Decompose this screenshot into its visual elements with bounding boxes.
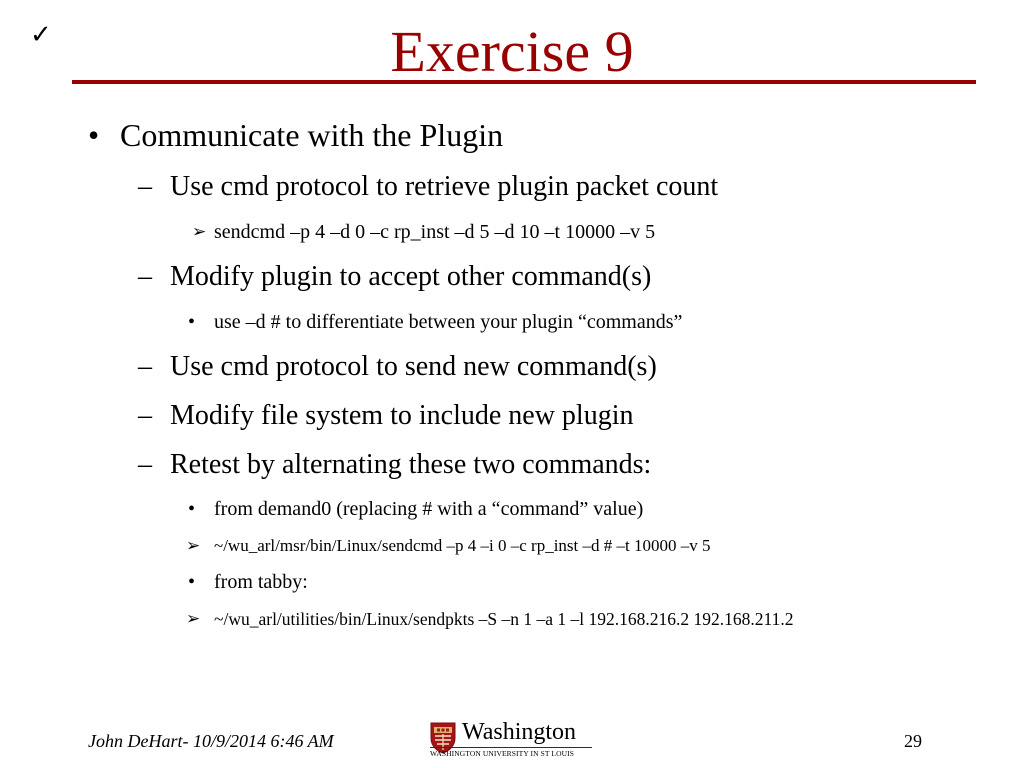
note-item	[188, 496, 644, 522]
sub-bullet-text: Use cmd protocol to send new command(s)	[170, 351, 657, 382]
bullet-text: Communicate with the Plugin	[120, 117, 504, 153]
note-text: from tabby:	[214, 571, 308, 593]
sub-bullet-item	[138, 260, 652, 294]
logo-wordmark: Washington	[462, 719, 577, 745]
dash-marker: –	[138, 400, 152, 431]
dash-marker: –	[138, 449, 152, 480]
sub-bullet-item	[138, 350, 657, 384]
arrow-bullet-icon: ➢	[186, 536, 201, 556]
arrow-bullet-icon: ➢	[192, 222, 207, 242]
command-item	[192, 219, 656, 245]
bullet-marker: •	[88, 117, 100, 153]
arrow-bullet-icon: ➢	[186, 609, 201, 629]
page-number: 29	[904, 731, 922, 751]
command-item	[186, 533, 711, 559]
sub-bullet-text: Use cmd protocol to retrieve plugin packet count	[170, 171, 719, 202]
dash-marker: –	[138, 171, 152, 202]
sub-bullet-text: Modify plugin to accept other command(s)	[170, 261, 652, 292]
bullet-marker: •	[188, 311, 196, 333]
bullet-marker: •	[188, 571, 196, 593]
command-item	[186, 606, 794, 632]
sub-bullet-text: Modify file system to include new plugin	[170, 400, 634, 431]
check-icon: ✓	[30, 20, 52, 50]
sub-bullet-item	[138, 170, 719, 204]
sub-bullet-text: Retest by alternating these two commands:	[170, 449, 652, 480]
logo-subtitle: WASHINGTON UNIVERSITY IN ST LOUIS	[430, 749, 574, 758]
dash-marker: –	[138, 261, 152, 292]
sub-bullet-item	[138, 399, 634, 433]
note-text: use –d # to differentiate between your plugin “commands”	[214, 311, 683, 333]
dash-marker: –	[138, 351, 152, 382]
footer-author-date: John DeHart- 10/9/2014 6:46 AM	[88, 731, 334, 751]
note-item	[188, 309, 683, 335]
bullet-item	[88, 116, 504, 154]
title-divider	[72, 80, 976, 84]
bullet-marker: •	[188, 498, 196, 520]
command-text: sendcmd –p 4 –d 0 –c rp_inst –d 5 –d 10 –t 10000 –v 5	[214, 221, 656, 243]
logo-divider	[430, 747, 592, 748]
slide-title: Exercise 9	[390, 19, 634, 84]
command-text: ~/wu_arl/utilities/bin/Linux/sendpkts –S –n 1 –a 1 –l 192.168.216.2 192.168.211.2	[214, 609, 794, 629]
note-text: from demand0 (replacing # with a “command” value)	[214, 498, 644, 520]
note-item	[188, 569, 308, 595]
university-logo	[430, 720, 600, 760]
sub-bullet-item	[138, 448, 652, 482]
command-text: ~/wu_arl/msr/bin/Linux/sendcmd –p 4 –i 0 –c rp_inst –d # –t 10000 –v 5	[214, 536, 711, 555]
